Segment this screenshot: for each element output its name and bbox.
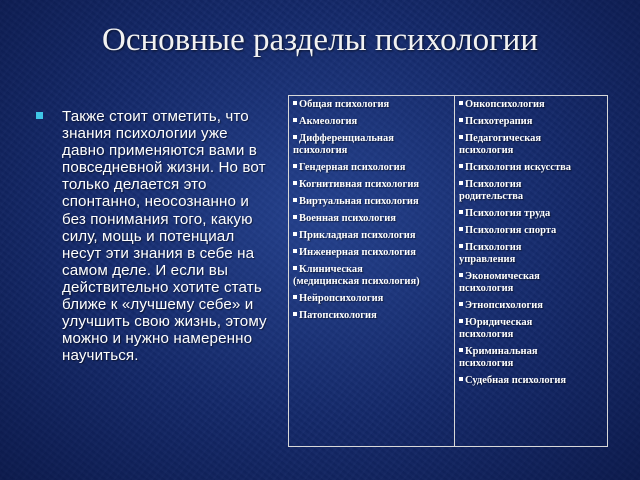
bullet-icon <box>293 181 297 185</box>
branch-label-continued: психология <box>459 358 514 369</box>
bullet-icon <box>293 198 297 202</box>
branch-item <box>459 375 607 387</box>
branch-item <box>293 133 451 157</box>
branch-label: Судебная психология <box>465 375 567 386</box>
column-divider <box>454 96 455 446</box>
branch-label: Педагогическая <box>465 133 542 144</box>
branch-label-continued: психология <box>459 329 514 340</box>
bullet-icon <box>459 210 463 214</box>
branch-item <box>459 271 607 295</box>
bullet-icon <box>293 101 297 105</box>
branch-label: Инженерная психология <box>299 247 416 258</box>
bullet-icon <box>459 101 463 105</box>
branch-item <box>459 133 607 157</box>
bullet-icon <box>459 181 463 185</box>
branches-column-1 <box>293 99 451 327</box>
branch-label: Нейропсихология <box>299 293 384 304</box>
branch-label: Экономическая <box>465 271 540 282</box>
branch-label: Клиническая <box>299 264 363 275</box>
bullet-icon <box>293 135 297 139</box>
branch-label: Виртуальная психология <box>299 196 419 207</box>
bullet-icon <box>459 302 463 306</box>
branch-item <box>293 99 451 111</box>
bullet-icon <box>293 249 297 253</box>
branch-label: Прикладная психология <box>299 230 416 241</box>
branch-item <box>459 242 607 266</box>
branch-label: Общая психология <box>299 99 390 110</box>
bullet-icon <box>293 312 297 316</box>
branches-table <box>288 95 608 447</box>
bullet-icon <box>293 118 297 122</box>
branch-item <box>459 99 607 111</box>
bullet-icon <box>459 273 463 277</box>
branch-item <box>459 346 607 370</box>
slide-title: Основные разделы психологии <box>102 22 538 58</box>
bullet-icon <box>36 112 43 119</box>
branch-label: Онкопсихология <box>465 99 545 110</box>
branch-label-continued: психология <box>293 145 348 156</box>
branch-label-continued: управления <box>459 254 516 265</box>
branch-label: Когнитивная психология <box>299 179 420 190</box>
bullet-icon <box>459 135 463 139</box>
bullet-icon <box>293 232 297 236</box>
branch-label: Юридическая <box>465 317 533 328</box>
text-block <box>36 108 272 364</box>
branch-label: Психология труда <box>465 208 551 219</box>
branch-label: Психология <box>465 179 522 190</box>
branch-label: Психология <box>465 242 522 253</box>
bullet-icon <box>459 348 463 352</box>
branch-item <box>293 247 451 259</box>
branch-item <box>293 293 451 305</box>
bullet-icon <box>459 319 463 323</box>
branch-label: Акмеология <box>299 116 358 127</box>
branch-label: Дифференциальная <box>299 133 394 144</box>
bullet-icon <box>459 244 463 248</box>
branch-label: Психология спорта <box>465 225 557 236</box>
branch-label-continued: психология <box>459 145 514 156</box>
bullet-icon <box>293 295 297 299</box>
branch-label: Патопсихология <box>299 310 377 321</box>
body-text: Также стоит отметить, что знания психологии уже давно применяются вами в повседневной жизни. Но вот только делается это спонтанно, неосознанно и без понимания того, какую силу, мощь и потенциал несут эти знания в себе на самом деле. И если вы действительно хотите стать ближе к «лучшему себе» и улучшить свою жизнь, этому можно и нужно намеренно научиться. <box>62 108 267 365</box>
branch-label-continued: психология <box>459 283 514 294</box>
branch-label-continued: родительства <box>459 191 524 202</box>
branch-label: Гендерная психология <box>299 162 406 173</box>
bullet-icon <box>459 377 463 381</box>
branch-item <box>459 317 607 341</box>
branch-item <box>293 116 451 128</box>
branch-item <box>293 310 451 322</box>
branch-item <box>293 213 451 225</box>
branch-item <box>293 196 451 208</box>
branch-item <box>459 225 607 237</box>
branch-label: Криминальная <box>465 346 538 357</box>
bullet-icon <box>293 164 297 168</box>
branch-item <box>293 179 451 191</box>
branch-label: Военная психология <box>299 213 396 224</box>
branch-item <box>459 116 607 128</box>
branch-item <box>459 208 607 220</box>
branch-label: Психология искусства <box>465 162 572 173</box>
branch-label: Психотерапия <box>465 116 533 127</box>
branch-item <box>459 162 607 174</box>
bullet-icon <box>459 227 463 231</box>
branch-item <box>459 300 607 312</box>
bullet-icon <box>293 215 297 219</box>
branch-label-continued: (медицинская психология) <box>293 276 420 287</box>
branch-item <box>459 179 607 203</box>
branch-item <box>293 264 451 288</box>
bullet-icon <box>459 118 463 122</box>
branch-label: Этнопсихология <box>465 300 543 311</box>
bullet-icon <box>459 164 463 168</box>
branch-item <box>293 162 451 174</box>
bullet-icon <box>293 266 297 270</box>
branch-item <box>293 230 451 242</box>
branches-column-2 <box>459 99 607 392</box>
